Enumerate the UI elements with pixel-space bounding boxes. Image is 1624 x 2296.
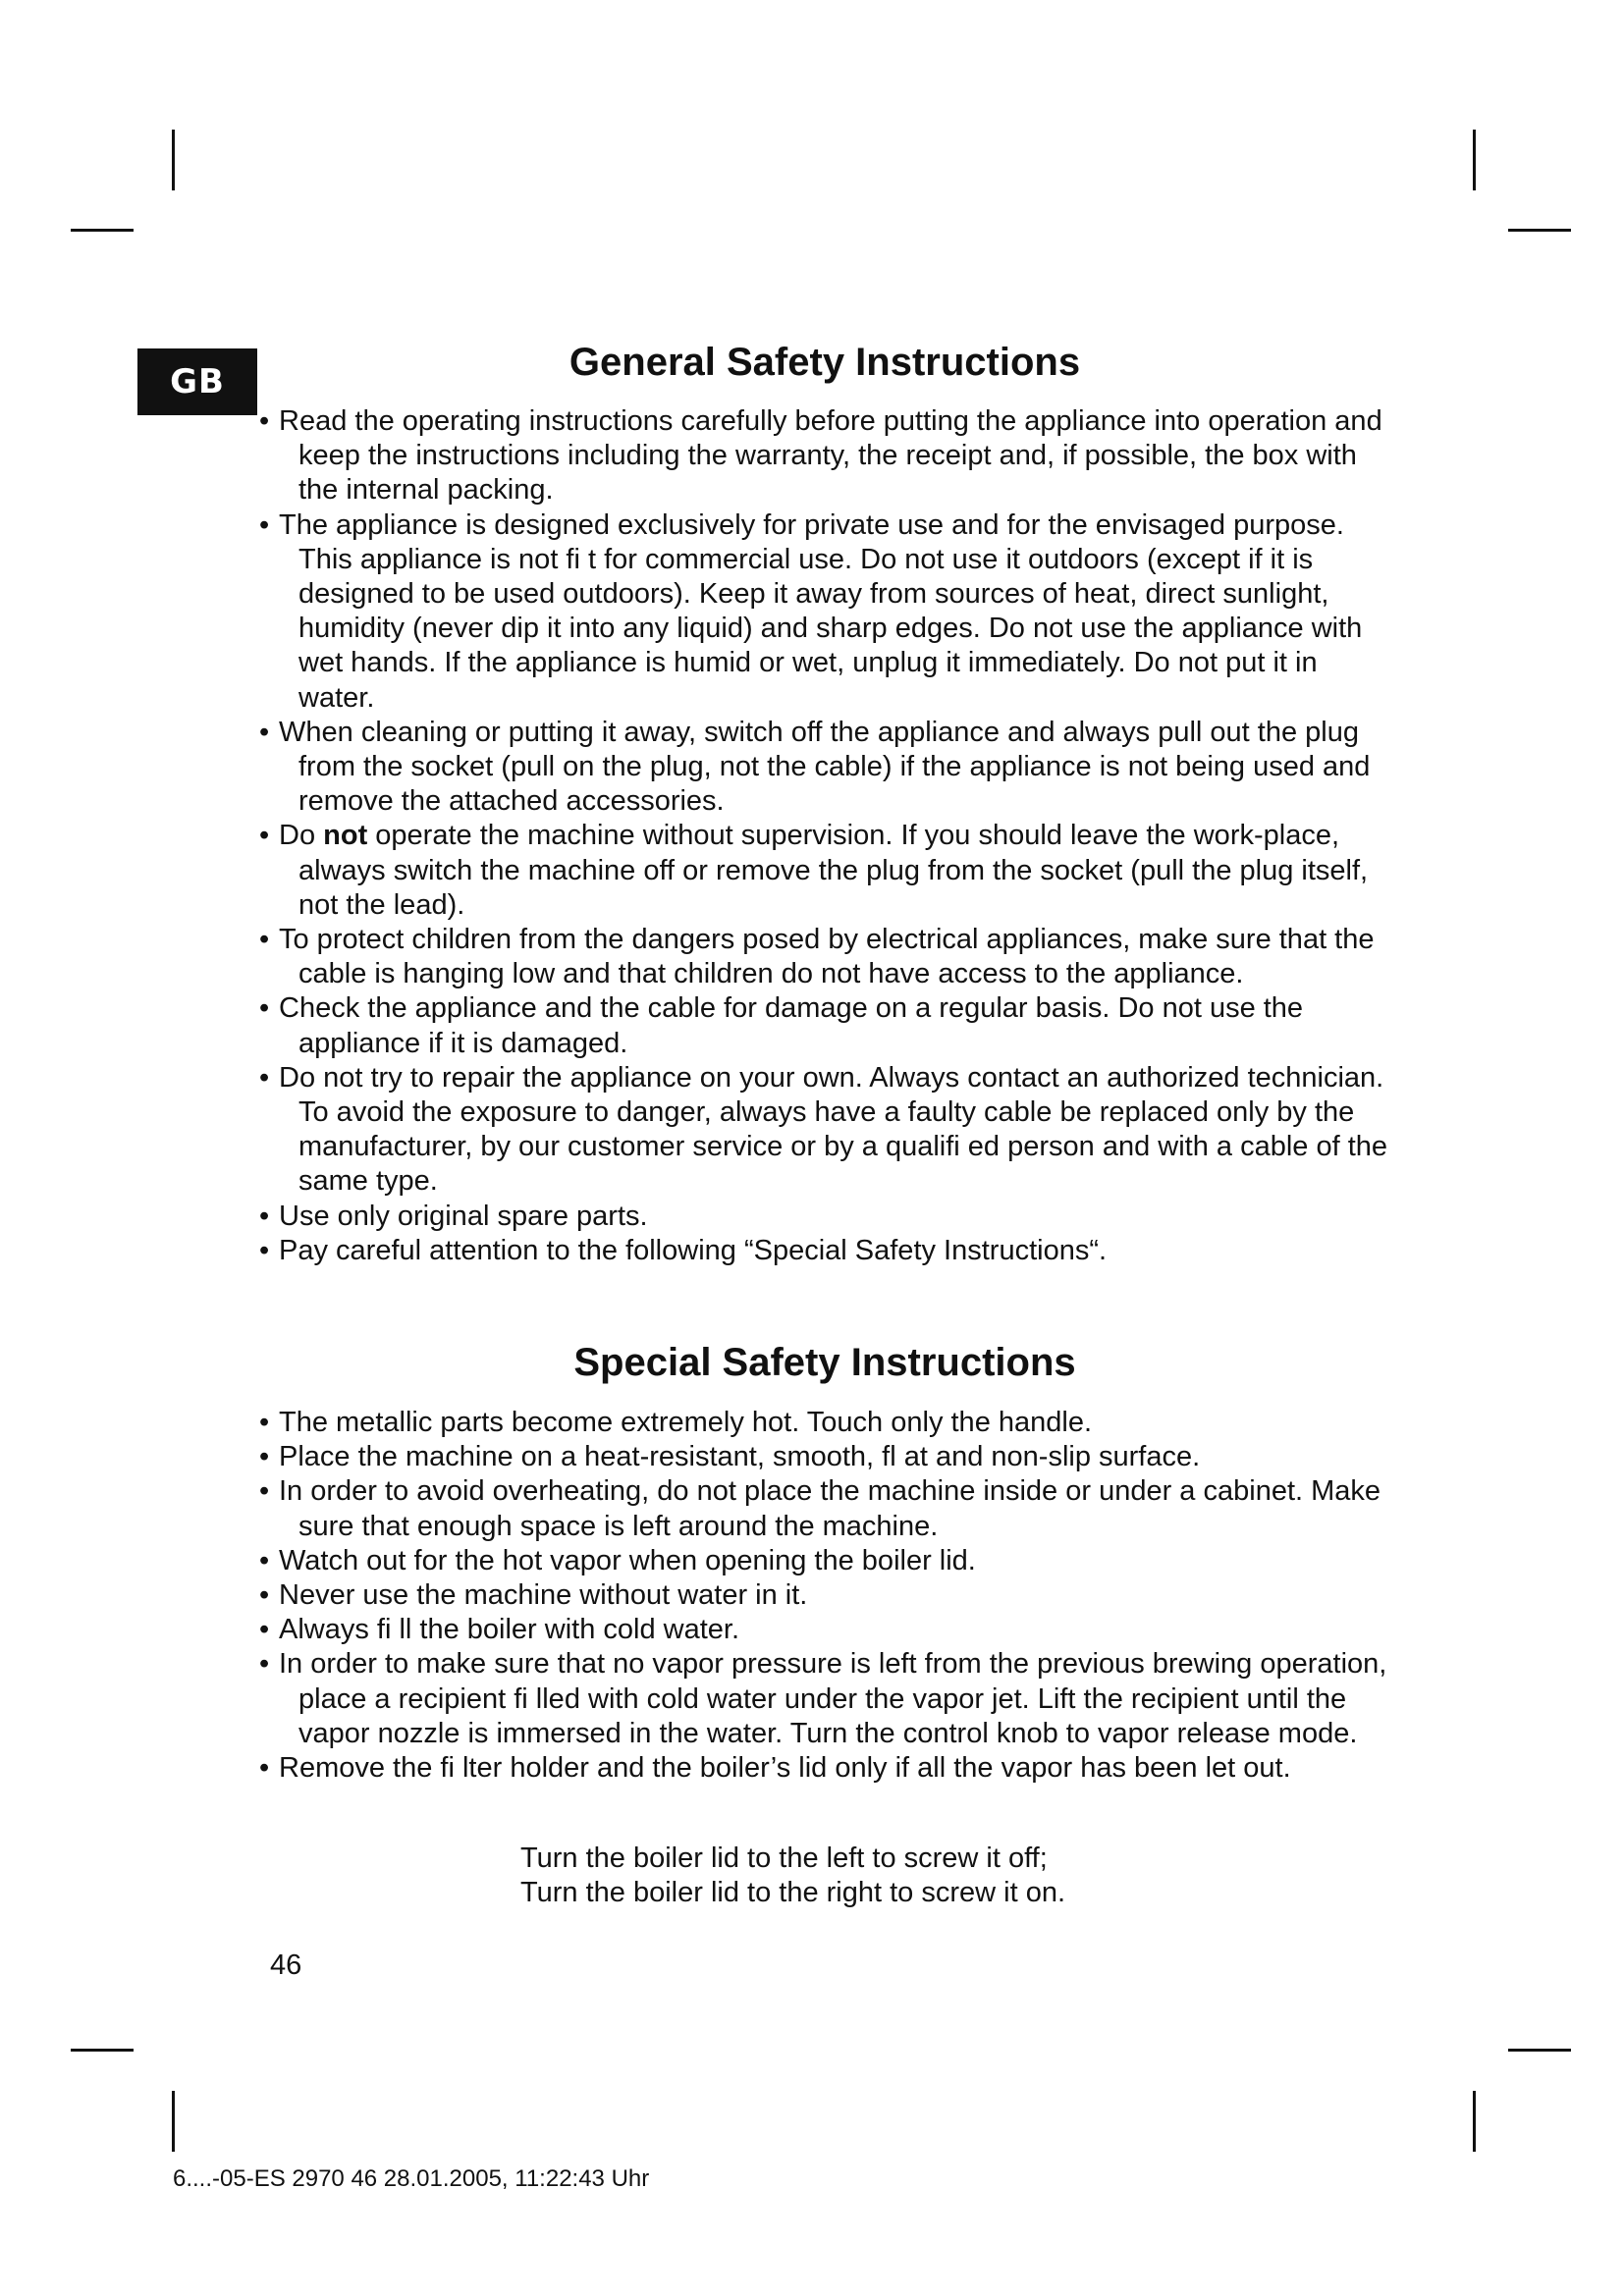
list-item: • When cleaning or putting it away, switch off the appliance and always pull out the plug from the socket (pull on the plug, not the cable) if the appliance is not being used and remove the attached accessories. [259, 716, 1371, 818]
boiler-lid-note [520, 1842, 1065, 1910]
list-item: • Never use the machine without water in it. [265, 1578, 1394, 1613]
crop-mark-bottom-right-horizontal [1508, 2049, 1571, 2052]
bullet-icon: • [259, 1200, 270, 1232]
bullet-icon: • [259, 1648, 270, 1681]
list-item: • Do not try to repair the appliance on your own. Always contact an authorized technician. To avoid the exposure to danger, always have a faulty cable be replaced only by the manufacturer, by our customer service or by a qualifi ed person and with a cable of the same type. [259, 1061, 1388, 1198]
crop-mark-bottom-left-vertical [172, 2091, 175, 2152]
bullet-icon: • [259, 1407, 270, 1438]
list-item: • The metallic parts become extremely hot. Touch only the handle. [265, 1406, 1394, 1440]
crop-mark-top-left-vertical [172, 130, 175, 190]
bullet-icon: • [259, 1441, 270, 1473]
bullet-icon: • [259, 1614, 270, 1646]
list-item: • In order to make sure that no vapor pressure is left from the previous brewing operation, place a recipient fi lled with cold water under the vapor jet. Lift the recipient until the vapor nozzle is immersed in the water. Turn the control knob to vapor release mode. [259, 1648, 1387, 1749]
language-tab-label: GB [170, 362, 225, 401]
general-safety-list [259, 404, 1394, 1268]
list-item: • Watch out for the hot vapor when opening the boiler lid. [265, 1544, 1394, 1578]
bullet-icon: • [259, 924, 270, 956]
bullet-icon: • [259, 992, 270, 1025]
special-safety-list [259, 1406, 1394, 1786]
note-line: Turn the boiler lid to the left to screw it off; [520, 1842, 1048, 1874]
bullet-icon: • [259, 1475, 270, 1508]
list-item: • Place the machine on a heat-resistant, smooth, fl at and non-slip surface. [265, 1440, 1394, 1474]
bullet-icon: • [259, 405, 270, 437]
bullet-icon: • [259, 1234, 270, 1266]
list-item: • Read the operating instructions carefully before putting the appliance into operation and keep the instructions including the warranty, the receipt and, if possible, the box with the internal packing. [259, 405, 1382, 507]
list-item: • Pay careful attention to the following “Special Safety Instructions“. [265, 1234, 1394, 1268]
list-item: • To protect children from the dangers posed by electrical appliances, make sure that the cable is hanging low and that children do not have access to the appliance. [259, 924, 1375, 990]
bullet-icon: • [259, 716, 270, 748]
page-number: 46 [270, 1949, 302, 1981]
crop-mark-bottom-right-vertical [1473, 2091, 1476, 2152]
list-item: • Use only original spare parts. [265, 1200, 1394, 1234]
list-item: • Always fi ll the boiler with cold water. [265, 1613, 1394, 1647]
list-item: • Remove the fi lter holder and the boiler’s lid only if all the vapor has been let out. [265, 1751, 1394, 1786]
list-item: • The appliance is designed exclusively for private use and for the envisaged purpose. This appliance is not fi t for commercial use. Do not use it outdoors (except if it is designed to be used outdoors). Keep it away from sources of heat, direct sunlight, humidity (never dip it into any liquid) and sharp edges. Do not use the appliance with wet hands. If the appliance is humid or wet, unplug it immediately. Do not put it in water. [259, 508, 1363, 714]
note-line: Turn the boiler lid to the right to screw it on. [520, 1877, 1066, 1908]
bullet-icon: • [259, 1544, 270, 1576]
general-safety-title: General Safety Instructions [568, 341, 1081, 384]
bullet-icon: • [259, 1579, 270, 1612]
list-item: • In order to avoid overheating, do not place the machine inside or under a cabinet. Make sure that enough space is left around the machine. [259, 1475, 1381, 1542]
list-item: • Check the appliance and the cable for damage on a regular basis. Do not use the appliance if it is damaged. [259, 992, 1304, 1059]
bullet-icon: • [259, 508, 270, 541]
print-footer: 6....-05-ES 2970 46 28.01.2005, 11:22:43 Uhr [173, 2165, 650, 2192]
crop-mark-top-left-horizontal [71, 229, 134, 232]
crop-mark-top-right-horizontal [1508, 229, 1571, 232]
bullet-icon: • [259, 1061, 270, 1094]
bullet-icon: • [259, 820, 270, 852]
crop-mark-bottom-left-horizontal [71, 2049, 134, 2052]
crop-mark-top-right-vertical [1473, 130, 1476, 190]
special-safety-title: Special Safety Instructions [573, 1341, 1076, 1384]
bullet-icon: • [259, 1752, 270, 1785]
list-item: • Do not operate the machine without supervision. If you should leave the work-place, always switch the machine off or remove the plug from the socket (pull the plug itself, not the lead). [259, 820, 1369, 921]
